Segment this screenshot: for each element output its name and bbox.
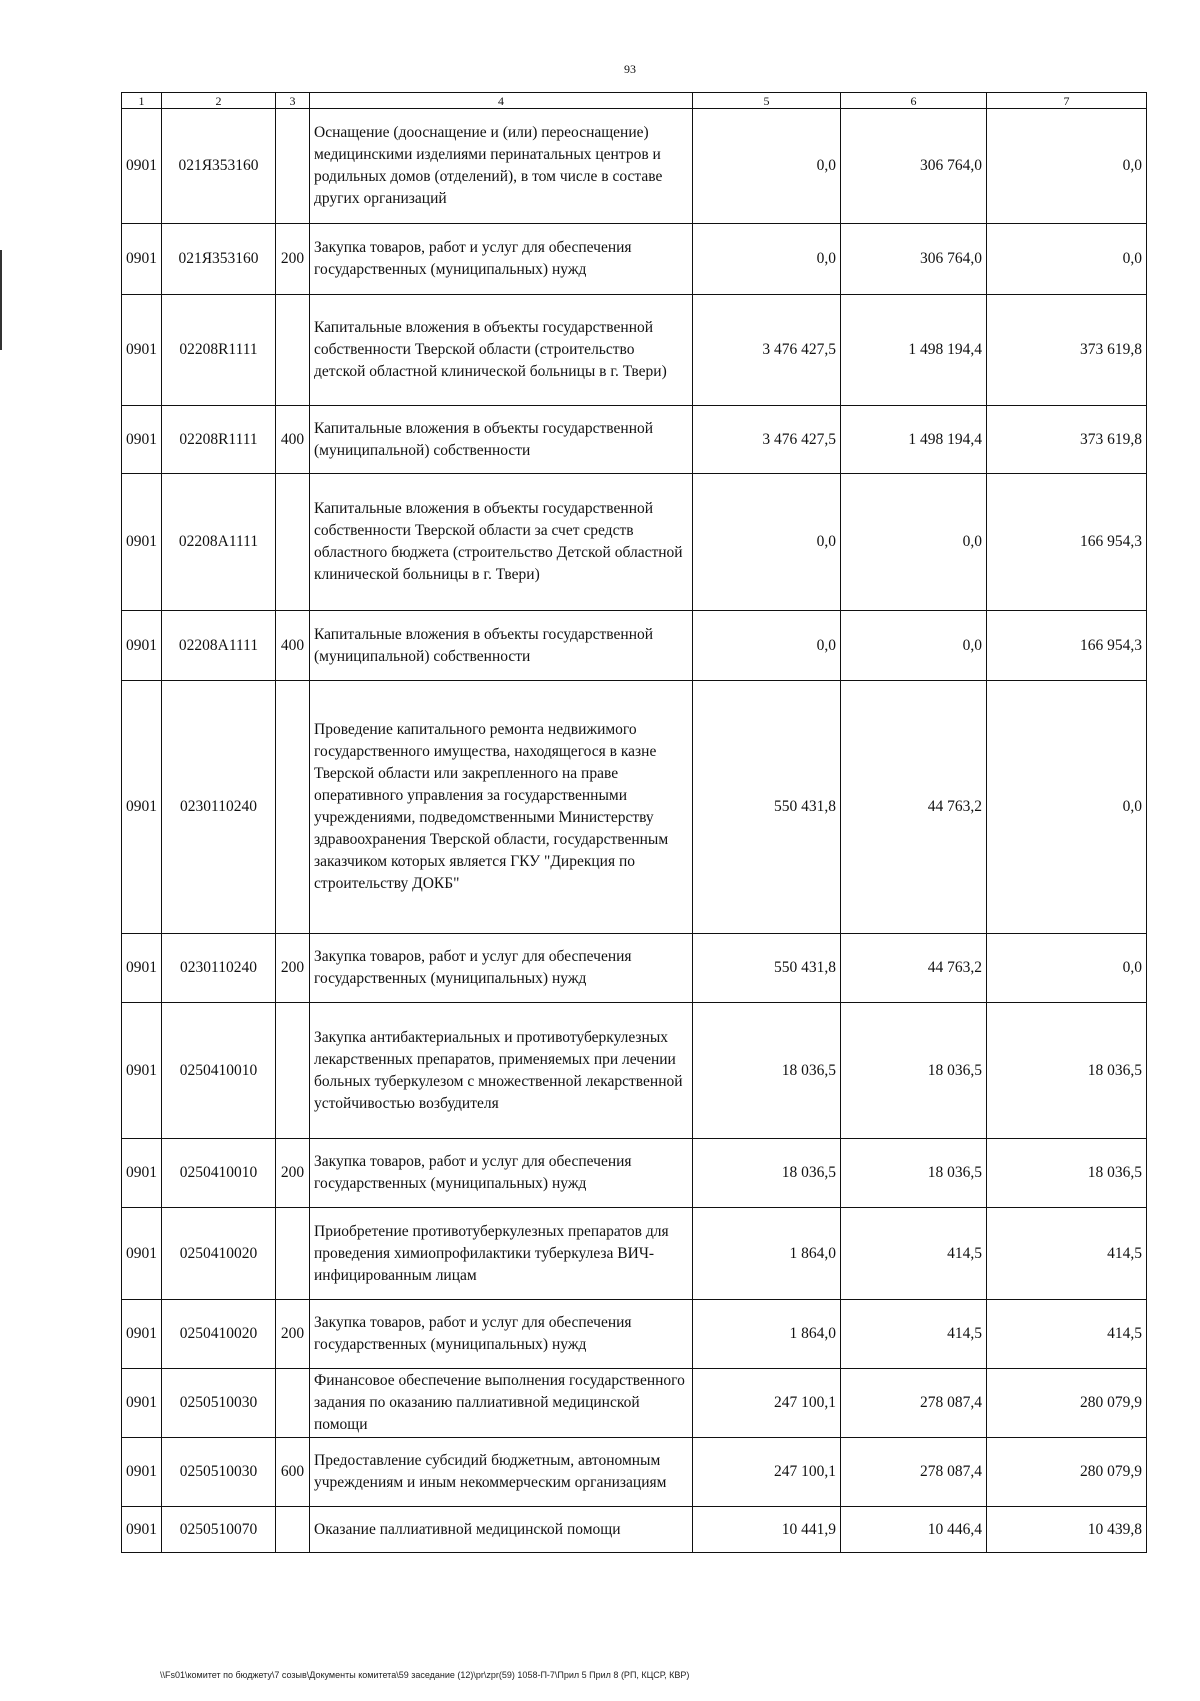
section-code: 0901 bbox=[122, 295, 162, 406]
expense-type-code: 200 bbox=[276, 934, 310, 1003]
value-col7: 280 079,9 bbox=[987, 1369, 1147, 1438]
expense-type-code bbox=[276, 1369, 310, 1438]
target-code: 02208A1111 bbox=[162, 611, 276, 681]
column-header: 6 bbox=[841, 93, 987, 109]
value-col5: 550 431,8 bbox=[693, 681, 841, 934]
expense-type-code bbox=[276, 1208, 310, 1300]
table-row bbox=[122, 224, 1147, 295]
value-col6: 44 763,2 bbox=[841, 934, 987, 1003]
value-col6: 18 036,5 bbox=[841, 1003, 987, 1139]
section-code: 0901 bbox=[122, 681, 162, 934]
value-col6: 278 087,4 bbox=[841, 1438, 987, 1507]
value-col6: 18 036,5 bbox=[841, 1139, 987, 1208]
table-row bbox=[122, 1300, 1147, 1369]
value-col5: 0,0 bbox=[693, 109, 841, 224]
target-code: 021Я353160 bbox=[162, 224, 276, 295]
description: Закупка товаров, работ и услуг для обеспечения государственных (муниципальных) нужд bbox=[310, 934, 693, 1003]
section-code: 0901 bbox=[122, 934, 162, 1003]
description: Оснащение (дооснащение и (или) переоснащение) медицинскими изделиями перинатальных центров и родильных домов (отделений), в том числе в составе других организаций bbox=[310, 109, 693, 224]
description: Оказание паллиативной медицинской помощи bbox=[310, 1507, 693, 1553]
table-row bbox=[122, 1139, 1147, 1208]
value-col7: 0,0 bbox=[987, 934, 1147, 1003]
table-row bbox=[122, 406, 1147, 474]
target-code: 0230110240 bbox=[162, 681, 276, 934]
column-header: 7 bbox=[987, 93, 1147, 109]
expense-type-code bbox=[276, 681, 310, 934]
value-col5: 10 441,9 bbox=[693, 1507, 841, 1553]
target-code: 02208R1111 bbox=[162, 406, 276, 474]
expense-type-code: 200 bbox=[276, 1300, 310, 1369]
value-col6: 306 764,0 bbox=[841, 224, 987, 295]
description: Приобретение противотуберкулезных препаратов для проведения химиопрофилактики туберкулеза ВИЧ-инфицированным лицам bbox=[310, 1208, 693, 1300]
expense-type-code: 200 bbox=[276, 224, 310, 295]
value-col6: 1 498 194,4 bbox=[841, 406, 987, 474]
page-number: 93 bbox=[624, 62, 636, 76]
column-number-row bbox=[122, 93, 1147, 109]
target-code: 0250510030 bbox=[162, 1438, 276, 1507]
section-code: 0901 bbox=[122, 109, 162, 224]
section-code: 0901 bbox=[122, 1438, 162, 1507]
value-col6: 278 087,4 bbox=[841, 1369, 987, 1438]
table-row bbox=[122, 1507, 1147, 1553]
value-col5: 18 036,5 bbox=[693, 1003, 841, 1139]
value-col6: 44 763,2 bbox=[841, 681, 987, 934]
footer-file-path: \\Fs01\комитет по бюджету\7 созыв\Документы комитета\59 заседание (12)\pr\zpr(59) 1058-П-7\Прил 5 Прил 8 (РП, КЦСР, КВР) bbox=[160, 1670, 690, 1680]
value-col7: 280 079,9 bbox=[987, 1438, 1147, 1507]
table-row bbox=[122, 681, 1147, 934]
table-row bbox=[122, 1003, 1147, 1139]
value-col5: 18 036,5 bbox=[693, 1139, 841, 1208]
description: Финансовое обеспечение выполнения государственного задания по оказанию паллиативной медицинской помощи bbox=[310, 1369, 693, 1438]
section-code: 0901 bbox=[122, 224, 162, 295]
description: Закупка товаров, работ и услуг для обеспечения государственных (муниципальных) нужд bbox=[310, 1300, 693, 1369]
table-row bbox=[122, 611, 1147, 681]
value-col5: 3 476 427,5 bbox=[693, 406, 841, 474]
value-col6: 414,5 bbox=[841, 1300, 987, 1369]
description: Капитальные вложения в объекты государственной (муниципальной) собственности bbox=[310, 611, 693, 681]
description: Закупка антибактериальных и противотуберкулезных лекарственных препаратов, применяемых при лечении больных туберкулезом с множественной лекарственной устойчивостью возбудителя bbox=[310, 1003, 693, 1139]
description: Капитальные вложения в объекты государственной (муниципальной) собственности bbox=[310, 406, 693, 474]
value-col7: 373 619,8 bbox=[987, 406, 1147, 474]
value-col5: 247 100,1 bbox=[693, 1369, 841, 1438]
value-col7: 414,5 bbox=[987, 1208, 1147, 1300]
value-col6: 306 764,0 bbox=[841, 109, 987, 224]
section-code: 0901 bbox=[122, 1139, 162, 1208]
target-code: 02208A1111 bbox=[162, 474, 276, 611]
description: Предоставление субсидий бюджетным, автономным учреждениям и иным некоммерческим организациям bbox=[310, 1438, 693, 1507]
value-col6: 1 498 194,4 bbox=[841, 295, 987, 406]
table-row bbox=[122, 474, 1147, 611]
expense-type-code: 600 bbox=[276, 1438, 310, 1507]
value-col7: 10 439,8 bbox=[987, 1507, 1147, 1553]
target-code: 0250410020 bbox=[162, 1300, 276, 1369]
description: Закупка товаров, работ и услуг для обеспечения государственных (муниципальных) нужд bbox=[310, 1139, 693, 1208]
value-col5: 3 476 427,5 bbox=[693, 295, 841, 406]
target-code: 021Я353160 bbox=[162, 109, 276, 224]
expense-type-code bbox=[276, 1507, 310, 1553]
expense-type-code bbox=[276, 1003, 310, 1139]
value-col7: 0,0 bbox=[987, 109, 1147, 224]
column-header: 4 bbox=[310, 93, 693, 109]
section-code: 0901 bbox=[122, 1208, 162, 1300]
value-col7: 0,0 bbox=[987, 681, 1147, 934]
value-col5: 0,0 bbox=[693, 474, 841, 611]
section-code: 0901 bbox=[122, 611, 162, 681]
table-row bbox=[122, 295, 1147, 406]
target-code: 0250410020 bbox=[162, 1208, 276, 1300]
section-code: 0901 bbox=[122, 406, 162, 474]
expense-type-code bbox=[276, 295, 310, 406]
section-code: 0901 bbox=[122, 474, 162, 611]
expense-type-code: 400 bbox=[276, 611, 310, 681]
value-col6: 10 446,4 bbox=[841, 1507, 987, 1553]
column-header: 5 bbox=[693, 93, 841, 109]
target-code: 0230110240 bbox=[162, 934, 276, 1003]
target-code: 02208R1111 bbox=[162, 295, 276, 406]
value-col5: 1 864,0 bbox=[693, 1208, 841, 1300]
column-header: 1 bbox=[122, 93, 162, 109]
table-row bbox=[122, 1369, 1147, 1438]
expense-type-code: 200 bbox=[276, 1139, 310, 1208]
budget-table bbox=[121, 92, 1147, 1553]
value-col7: 414,5 bbox=[987, 1300, 1147, 1369]
section-code: 0901 bbox=[122, 1507, 162, 1553]
scan-edge-mark bbox=[0, 250, 2, 350]
target-code: 0250510070 bbox=[162, 1507, 276, 1553]
expense-type-code bbox=[276, 474, 310, 611]
table-row bbox=[122, 1208, 1147, 1300]
value-col6: 0,0 bbox=[841, 611, 987, 681]
value-col7: 166 954,3 bbox=[987, 611, 1147, 681]
value-col6: 0,0 bbox=[841, 474, 987, 611]
value-col5: 0,0 bbox=[693, 224, 841, 295]
description: Капитальные вложения в объекты государственной собственности Тверской области (строительство детской областной клинической больницы в г. Твери) bbox=[310, 295, 693, 406]
section-code: 0901 bbox=[122, 1369, 162, 1438]
column-header: 3 bbox=[276, 93, 310, 109]
value-col7: 0,0 bbox=[987, 224, 1147, 295]
target-code: 0250410010 bbox=[162, 1003, 276, 1139]
value-col7: 166 954,3 bbox=[987, 474, 1147, 611]
value-col7: 18 036,5 bbox=[987, 1003, 1147, 1139]
description: Закупка товаров, работ и услуг для обеспечения государственных (муниципальных) нужд bbox=[310, 224, 693, 295]
column-header: 2 bbox=[162, 93, 276, 109]
expense-type-code: 400 bbox=[276, 406, 310, 474]
value-col7: 373 619,8 bbox=[987, 295, 1147, 406]
value-col6: 414,5 bbox=[841, 1208, 987, 1300]
value-col5: 0,0 bbox=[693, 611, 841, 681]
expense-type-code bbox=[276, 109, 310, 224]
value-col5: 1 864,0 bbox=[693, 1300, 841, 1369]
value-col7: 18 036,5 bbox=[987, 1139, 1147, 1208]
target-code: 0250510030 bbox=[162, 1369, 276, 1438]
value-col5: 247 100,1 bbox=[693, 1438, 841, 1507]
table-row bbox=[122, 1438, 1147, 1507]
section-code: 0901 bbox=[122, 1003, 162, 1139]
table-row bbox=[122, 109, 1147, 224]
description: Капитальные вложения в объекты государственной собственности Тверской области за счет средств областного бюджета (строительство Детской областной клинической больницы в г. Твери) bbox=[310, 474, 693, 611]
description: Проведение капитального ремонта недвижимого государственного имущества, находящегося в казне Тверской области или закрепленного на праве оперативного управления за государственными учреждениями, подведомственными Министерству здравоохранения Тверской области, государственным заказчиком которых является ГКУ "Дирекция по строительству ДОКБ" bbox=[310, 681, 693, 934]
table-row bbox=[122, 934, 1147, 1003]
target-code: 0250410010 bbox=[162, 1139, 276, 1208]
value-col5: 550 431,8 bbox=[693, 934, 841, 1003]
section-code: 0901 bbox=[122, 1300, 162, 1369]
